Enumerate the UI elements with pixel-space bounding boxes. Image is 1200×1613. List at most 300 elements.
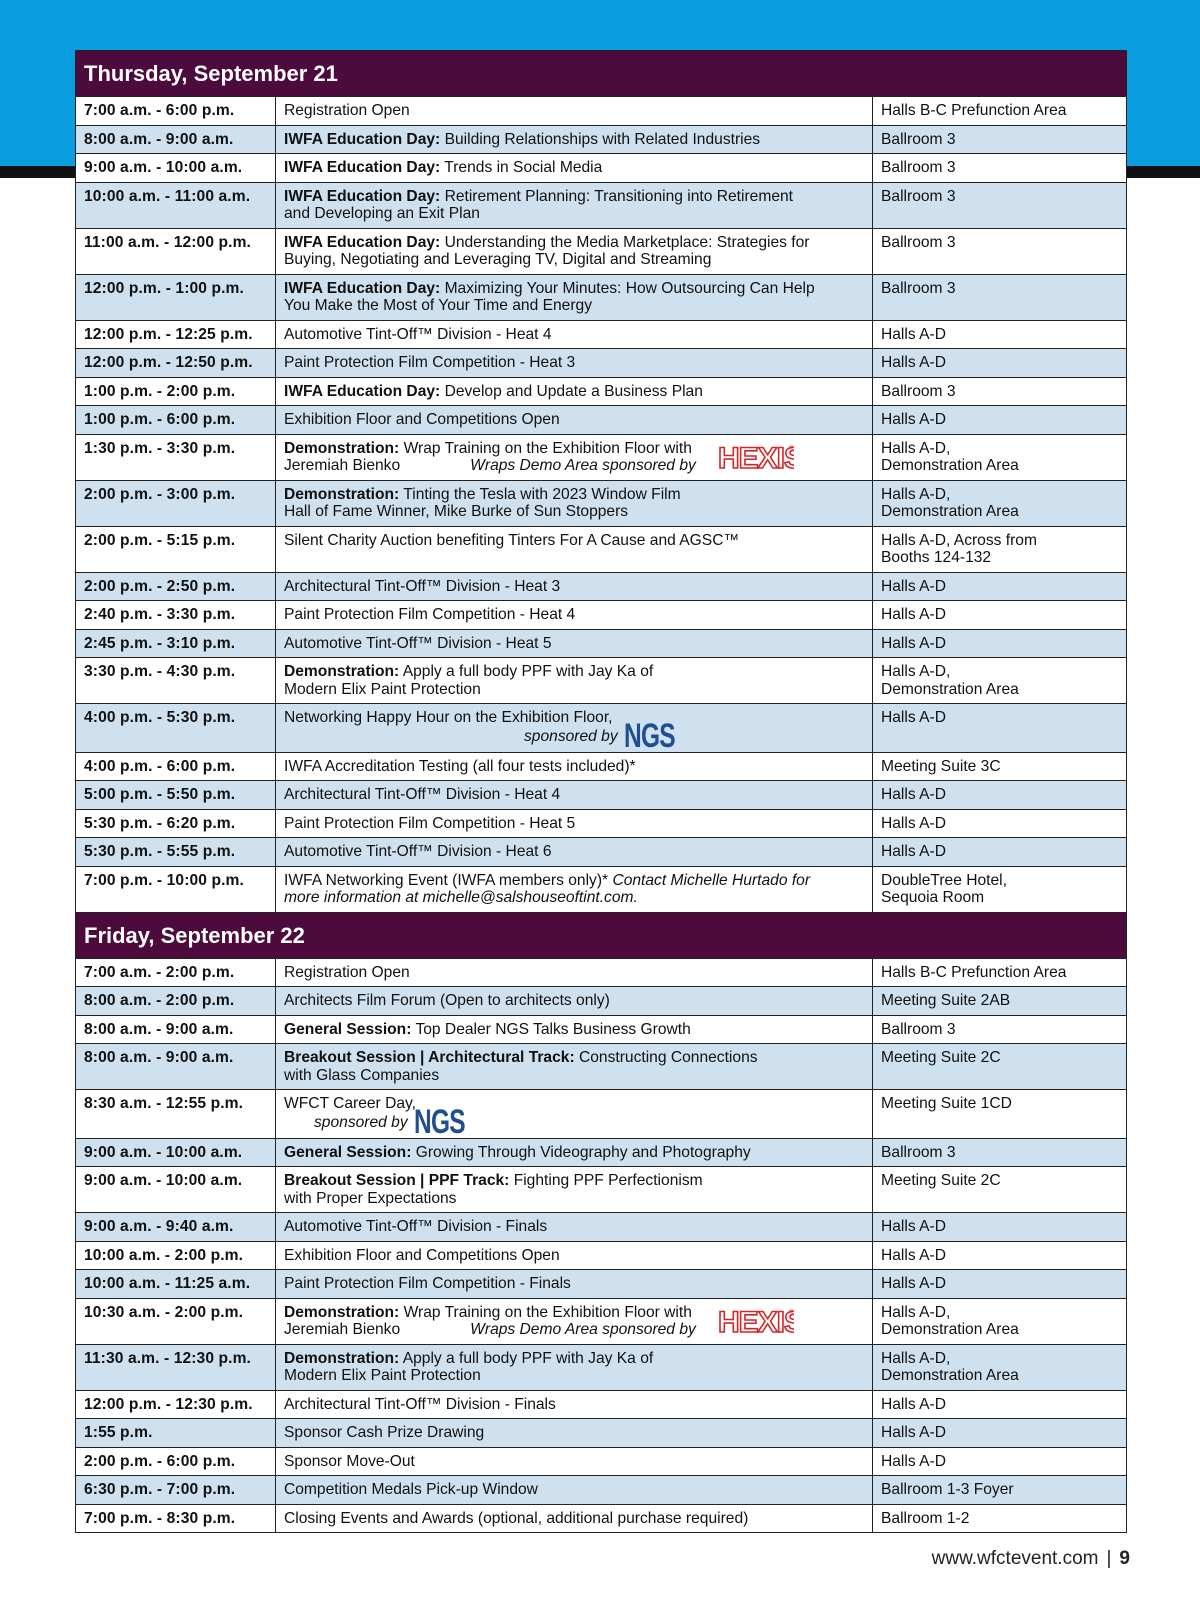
schedule-row <box>76 526 1127 572</box>
event-location <box>873 228 1127 274</box>
location-text: Halls A-D <box>881 606 946 623</box>
session-type-label: Demonstration: <box>284 439 400 457</box>
page-number: 9 <box>1119 1548 1130 1569</box>
svg-text:HEXIS: HEXI <box>718 441 785 473</box>
event-cell <box>276 1298 873 1344</box>
location-text: Halls A-D <box>881 1218 946 1235</box>
location-text: Halls A-D, <box>881 663 951 680</box>
event-description: Registration Open <box>284 102 410 119</box>
schedule-row <box>76 781 1127 810</box>
svg-text:®: ® <box>789 445 794 452</box>
event-time: 11:00 a.m. - 12:00 p.m. <box>76 228 276 274</box>
location-text: Halls A-D <box>881 325 946 343</box>
day-title: Friday, September 22 <box>76 912 1127 958</box>
event-cell <box>276 1015 873 1044</box>
event-cell <box>276 1476 873 1505</box>
event-time: 4:00 p.m. - 5:30 p.m. <box>76 704 276 753</box>
event-cell <box>276 866 873 912</box>
location-text: Halls A-D, <box>881 1349 951 1367</box>
session-type-label: IWFA Education Day: <box>284 130 441 148</box>
event-location <box>873 781 1127 810</box>
event-location <box>873 1419 1127 1448</box>
schedule-row <box>76 1344 1127 1390</box>
hexis-logo-icon <box>716 1305 794 1337</box>
location-text: Meeting Suite 2C <box>881 1172 1001 1189</box>
schedule-row <box>76 987 1127 1016</box>
svg-text:HEXIS: HEXI <box>718 1305 785 1337</box>
location-text: Halls A-D, Across from <box>881 531 1037 549</box>
event-location <box>873 601 1127 630</box>
location-text: Ballroom 3 <box>881 159 956 176</box>
location-text-line2: Demonstration Area <box>881 680 1019 698</box>
event-time: 12:00 p.m. - 12:30 p.m. <box>76 1390 276 1419</box>
event-time: 2:00 p.m. - 3:00 p.m. <box>76 480 276 526</box>
event-location <box>873 274 1127 320</box>
event-description-line2 <box>284 681 864 699</box>
event-location <box>873 1167 1127 1213</box>
schedule-row <box>76 1044 1127 1090</box>
event-cell <box>276 1044 873 1090</box>
schedule-row <box>76 1090 1127 1139</box>
schedule-row <box>76 1476 1127 1505</box>
event-time: 1:00 p.m. - 2:00 p.m. <box>76 377 276 406</box>
event-cell <box>276 526 873 572</box>
event-cell <box>276 704 873 753</box>
location-text: Halls A-D <box>881 786 946 803</box>
event-description: Fighting PPF Perfectionism <box>509 1172 703 1189</box>
schedule-row <box>76 97 1127 126</box>
location-text: Ballroom 3 <box>881 187 956 205</box>
location-text: Halls A-D <box>881 634 946 652</box>
event-time: 5:30 p.m. - 5:55 p.m. <box>76 838 276 867</box>
schedule-row <box>76 1015 1127 1044</box>
event-description: Sponsor Move-Out <box>284 1452 415 1470</box>
schedule-table <box>75 50 1127 1533</box>
location-text: Meeting Suite 2AB <box>881 992 1011 1009</box>
location-text-line2: Sequoia Room <box>881 889 985 906</box>
event-time: 3:30 p.m. - 4:30 p.m. <box>76 658 276 704</box>
location-text: Ballroom 1-3 Foyer <box>881 1481 1014 1498</box>
event-location <box>873 154 1127 183</box>
event-time: 9:00 a.m. - 10:00 a.m. <box>76 154 276 183</box>
event-description: WFCT Career Day, <box>284 1095 416 1112</box>
location-text: Halls A-D <box>881 814 946 832</box>
event-time: 6:30 p.m. - 7:00 p.m. <box>76 1476 276 1505</box>
session-type-label: IWFA Education Day: <box>284 382 441 400</box>
event-time: 1:00 p.m. - 6:00 p.m. <box>76 406 276 435</box>
location-text: Halls A-D <box>881 843 946 860</box>
event-location <box>873 572 1127 601</box>
event-location <box>873 377 1127 406</box>
location-text: Meeting Suite 3C <box>881 757 1001 775</box>
event-cell <box>276 752 873 781</box>
location-text-line2: Booths 124-132 <box>881 549 992 566</box>
event-description: Architectural Tint-Off™ Division - Finals <box>284 1395 556 1413</box>
location-text: Halls A-D, <box>881 439 951 457</box>
event-location <box>873 704 1127 753</box>
session-type-label: IWFA Education Day: <box>284 233 441 251</box>
event-description: Architectural Tint-Off™ Division - Heat 4 <box>284 786 561 803</box>
event-description-line2 <box>284 1367 864 1385</box>
event-location <box>873 526 1127 572</box>
location-text: Ballroom 3 <box>881 233 956 251</box>
schedule-row <box>76 704 1127 753</box>
event-description-cont: Modern Elix Paint Protection <box>284 1367 481 1384</box>
event-location <box>873 958 1127 987</box>
session-type-label: Breakout Session | Architectural Track: <box>284 1049 575 1066</box>
event-cell <box>276 838 873 867</box>
event-time: 9:00 a.m. - 10:00 a.m. <box>76 1138 276 1167</box>
location-text: Halls A-D <box>881 577 946 595</box>
event-cell <box>276 1138 873 1167</box>
schedule-row <box>76 228 1127 274</box>
location-text: Halls A-D <box>881 1395 946 1413</box>
session-type-label: IWFA Education Day: <box>284 187 441 205</box>
event-description: Wrap Training on the Exhibition Floor with <box>399 439 692 457</box>
schedule-row <box>76 1270 1127 1299</box>
schedule-row <box>76 349 1127 378</box>
location-text: Ballroom 3 <box>881 1020 956 1038</box>
event-description-line2 <box>284 297 864 315</box>
event-note: Contact Michelle Hurtado for <box>612 871 811 889</box>
session-type-label: IWFA Education Day: <box>284 279 441 297</box>
event-cell <box>276 658 873 704</box>
ngs-logo-icon: NGS <box>623 716 675 752</box>
svg-text:®: ® <box>789 1309 794 1316</box>
event-note-line2: more information at michelle@salshouseoftint.com. <box>284 889 638 906</box>
event-description-line2 <box>284 205 864 223</box>
schedule-row <box>76 1213 1127 1242</box>
schedule-row <box>76 866 1127 912</box>
schedule-row <box>76 320 1127 349</box>
event-time: 7:00 a.m. - 6:00 p.m. <box>76 97 276 126</box>
event-cell <box>276 1241 873 1270</box>
event-location <box>873 809 1127 838</box>
event-location <box>873 1090 1127 1139</box>
event-location <box>873 752 1127 781</box>
event-cell <box>276 349 873 378</box>
event-cell <box>276 572 873 601</box>
event-description: Automotive Tint-Off™ Division - Heat 6 <box>284 843 552 860</box>
event-location <box>873 349 1127 378</box>
event-location <box>873 1015 1127 1044</box>
event-description: Paint Protection Film Competition - Heat 3 <box>284 354 576 371</box>
day-header <box>76 912 1127 958</box>
event-description-cont: You Make the Most of Your Time and Energy <box>284 297 593 314</box>
event-description: Wrap Training on the Exhibition Floor with <box>399 1303 692 1321</box>
page-footer <box>932 1548 1130 1570</box>
event-description: Maximizing Your Minutes: How Outsourcing Can Help <box>440 279 815 297</box>
event-cell <box>276 1447 873 1476</box>
session-type-label: Breakout Session | PPF Track: <box>284 1172 510 1189</box>
footer-url[interactable]: www.wfctevent.com <box>931 1548 1099 1569</box>
event-description: Tinting the Tesla with 2023 Window Film <box>399 485 681 503</box>
event-time: 2:00 p.m. - 5:15 p.m. <box>76 526 276 572</box>
event-cell <box>276 809 873 838</box>
event-description-cont: Modern Elix Paint Protection <box>284 680 481 698</box>
location-text: Ballroom 3 <box>881 130 956 148</box>
event-description: Sponsor Cash Prize Drawing <box>284 1424 485 1441</box>
day-header <box>76 51 1127 97</box>
event-location <box>873 1504 1127 1533</box>
event-time: 8:00 a.m. - 2:00 p.m. <box>76 987 276 1016</box>
event-time: 9:00 a.m. - 10:00 a.m. <box>76 1167 276 1213</box>
event-description: Understanding the Media Marketplace: Strategies for <box>440 233 810 251</box>
location-text: Halls A-D, <box>881 1303 951 1321</box>
event-time: 10:00 a.m. - 11:00 a.m. <box>76 182 276 228</box>
event-description-cont: Jeremiah Bienko <box>284 1321 401 1338</box>
event-cell <box>276 1213 873 1242</box>
sponsor-text: sponsored by <box>524 727 618 745</box>
event-cell <box>276 1167 873 1213</box>
event-location <box>873 1138 1127 1167</box>
location-text: Ballroom 3 <box>881 279 956 297</box>
event-description: Growing Through Videography and Photography <box>411 1143 751 1161</box>
sponsor-text: sponsored by <box>314 1113 408 1131</box>
event-cell <box>276 406 873 435</box>
event-location <box>873 866 1127 912</box>
schedule-row <box>76 274 1127 320</box>
event-location <box>873 1344 1127 1390</box>
event-description: Retirement Planning: Transitioning into Retirement <box>440 187 794 205</box>
event-time: 11:30 a.m. - 12:30 p.m. <box>76 1344 276 1390</box>
event-description-line2 <box>284 1067 864 1085</box>
event-description-line2 <box>284 251 864 269</box>
schedule-row <box>76 1390 1127 1419</box>
event-cell <box>276 125 873 154</box>
event-description: Constructing Connections <box>574 1049 758 1066</box>
event-description: Architectural Tint-Off™ Division - Heat 3 <box>284 577 561 595</box>
event-cell <box>276 1090 873 1139</box>
location-text: Halls A-D, <box>881 485 951 503</box>
schedule-row <box>76 1419 1127 1448</box>
schedule-row <box>76 182 1127 228</box>
location-text: Ballroom 3 <box>881 1143 956 1161</box>
schedule-row <box>76 572 1127 601</box>
event-cell <box>276 182 873 228</box>
event-description: Paint Protection Film Competition - Finals <box>284 1275 571 1292</box>
event-description: IWFA Accreditation Testing (all four tests included)* <box>284 757 636 775</box>
session-type-label: General Session: <box>284 1143 412 1161</box>
event-cell <box>276 434 873 480</box>
event-description-cont: with Proper Expectations <box>284 1189 457 1207</box>
sponsor-text: Wraps Demo Area sponsored by <box>470 457 696 474</box>
schedule-row <box>76 406 1127 435</box>
event-location <box>873 1390 1127 1419</box>
hexis-logo-icon <box>716 441 794 473</box>
event-time: 8:00 a.m. - 9:00 a.m. <box>76 1015 276 1044</box>
footer-separator: | <box>1106 1548 1112 1569</box>
event-location <box>873 1241 1127 1270</box>
event-time: 5:30 p.m. - 6:20 p.m. <box>76 809 276 838</box>
session-type-label: Demonstration: <box>284 1349 400 1367</box>
event-time: 2:40 p.m. - 3:30 p.m. <box>76 601 276 630</box>
event-location <box>873 125 1127 154</box>
event-location <box>873 406 1127 435</box>
event-cell <box>276 480 873 526</box>
event-time: 8:30 a.m. - 12:55 p.m. <box>76 1090 276 1139</box>
event-time: 12:00 p.m. - 12:50 p.m. <box>76 349 276 378</box>
schedule-row <box>76 1504 1127 1533</box>
location-text: DoubleTree Hotel, <box>881 871 1007 889</box>
event-location <box>873 1270 1127 1299</box>
event-time: 10:00 a.m. - 11:25 a.m. <box>76 1270 276 1299</box>
event-cell <box>276 601 873 630</box>
event-cell <box>276 228 873 274</box>
event-time: 7:00 a.m. - 2:00 p.m. <box>76 958 276 987</box>
event-description: Trends in Social Media <box>440 159 603 176</box>
location-text: Meeting Suite 1CD <box>881 1095 1012 1112</box>
event-time: 9:00 a.m. - 9:40 a.m. <box>76 1213 276 1242</box>
event-location <box>873 1447 1127 1476</box>
schedule-row <box>76 377 1127 406</box>
event-description-cont: Hall of Fame Winner, Mike Burke of Sun Stoppers <box>284 503 629 520</box>
event-description-cont: Jeremiah Bienko <box>284 457 401 474</box>
event-description: Top Dealer NGS Talks Business Growth <box>411 1020 691 1038</box>
schedule-row <box>76 1167 1127 1213</box>
event-description: Networking Happy Hour on the Exhibition Floor, <box>284 709 613 726</box>
sponsor-text: Wraps Demo Area sponsored by <box>470 1321 696 1338</box>
event-cell <box>276 1390 873 1419</box>
event-cell <box>276 154 873 183</box>
event-description: IWFA Networking Event (IWFA members only)* <box>284 871 613 889</box>
event-description: Apply a full body PPF with Jay Ka of <box>399 1349 654 1367</box>
session-type-label: Demonstration: <box>284 1303 400 1321</box>
event-location <box>873 434 1127 480</box>
event-time: 4:00 p.m. - 6:00 p.m. <box>76 752 276 781</box>
event-cell <box>276 97 873 126</box>
event-time: 8:00 a.m. - 9:00 a.m. <box>76 125 276 154</box>
event-cell <box>276 958 873 987</box>
location-text: Halls A-D <box>881 1452 946 1470</box>
event-location <box>873 1298 1127 1344</box>
event-time: 8:00 a.m. - 9:00 a.m. <box>76 1044 276 1090</box>
event-time: 10:30 a.m. - 2:00 p.m. <box>76 1298 276 1344</box>
event-description-cont: with Glass Companies <box>284 1066 440 1084</box>
event-location <box>873 97 1127 126</box>
schedule-row <box>76 601 1127 630</box>
location-text: Halls A-D <box>881 411 946 428</box>
event-description: Paint Protection Film Competition - Heat 5 <box>284 814 576 832</box>
event-cell <box>276 320 873 349</box>
event-cell <box>276 987 873 1016</box>
event-cell <box>276 377 873 406</box>
event-time: 7:00 p.m. - 10:00 p.m. <box>76 866 276 912</box>
event-time: 2:45 p.m. - 3:10 p.m. <box>76 629 276 658</box>
event-location <box>873 182 1127 228</box>
event-time: 2:00 p.m. - 6:00 p.m. <box>76 1447 276 1476</box>
event-description: Automotive Tint-Off™ Division - Finals <box>284 1218 548 1235</box>
event-location <box>873 987 1127 1016</box>
event-description: Paint Protection Film Competition - Heat 4 <box>284 606 576 623</box>
event-time: 5:00 p.m. - 5:50 p.m. <box>76 781 276 810</box>
event-location <box>873 1044 1127 1090</box>
event-description-cont: Buying, Negotiating and Leveraging TV, Digital and Streaming <box>284 251 712 268</box>
event-description-line2 <box>284 1190 864 1208</box>
event-time: 12:00 p.m. - 1:00 p.m. <box>76 274 276 320</box>
event-description: Exhibition Floor and Competitions Open <box>284 411 560 428</box>
event-description: Apply a full body PPF with Jay Ka of <box>399 663 654 680</box>
ngs-logo-icon: NGS <box>413 1102 465 1138</box>
event-location <box>873 1213 1127 1242</box>
schedule-row <box>76 1241 1127 1270</box>
event-cell <box>276 1419 873 1448</box>
schedule-row <box>76 1298 1127 1344</box>
location-text: Ballroom 1-2 <box>881 1509 970 1527</box>
event-description: Architects Film Forum (Open to architects only) <box>284 992 610 1009</box>
session-type-label: Demonstration: <box>284 663 400 680</box>
event-description: Automotive Tint-Off™ Division - Heat 4 <box>284 325 552 343</box>
session-type-label: Demonstration: <box>284 485 400 503</box>
session-type-label: IWFA Education Day: <box>284 159 441 176</box>
schedule-row <box>76 658 1127 704</box>
event-location <box>873 320 1127 349</box>
event-cell <box>276 1504 873 1533</box>
event-location <box>873 838 1127 867</box>
location-text: Halls A-D <box>881 354 946 371</box>
schedule-row <box>76 480 1127 526</box>
event-location <box>873 480 1127 526</box>
event-location <box>873 658 1127 704</box>
event-description: Registration Open <box>284 963 410 981</box>
location-text: Ballroom 3 <box>881 382 956 400</box>
location-text-line2: Demonstration Area <box>881 1321 1019 1338</box>
location-text-line2: Demonstration Area <box>881 457 1019 474</box>
event-location <box>873 1476 1127 1505</box>
location-text: Halls A-D <box>881 709 946 726</box>
location-text-line2: Demonstration Area <box>881 1367 1019 1384</box>
event-description-cont: and Developing an Exit Plan <box>284 205 480 222</box>
location-text: Meeting Suite 2C <box>881 1049 1001 1066</box>
event-location <box>873 629 1127 658</box>
event-description: Exhibition Floor and Competitions Open <box>284 1246 560 1264</box>
event-time: 2:00 p.m. - 2:50 p.m. <box>76 572 276 601</box>
schedule-row <box>76 1447 1127 1476</box>
schedule-row <box>76 125 1127 154</box>
schedule-row <box>76 629 1127 658</box>
location-text: Halls B-C Prefunction Area <box>881 102 1067 119</box>
event-cell <box>276 629 873 658</box>
session-type-label: General Session: <box>284 1020 412 1038</box>
location-text: Halls B-C Prefunction Area <box>881 963 1067 981</box>
schedule-row <box>76 752 1127 781</box>
day-title: Thursday, September 21 <box>76 51 1127 97</box>
event-cell <box>276 781 873 810</box>
event-time: 10:00 a.m. - 2:00 p.m. <box>76 1241 276 1270</box>
event-description: Automotive Tint-Off™ Division - Heat 5 <box>284 634 552 652</box>
schedule-row <box>76 838 1127 867</box>
location-text: Halls A-D <box>881 1246 946 1264</box>
schedule-row <box>76 809 1127 838</box>
event-description: Building Relationships with Related Industries <box>440 130 761 148</box>
event-time: 12:00 p.m. - 12:25 p.m. <box>76 320 276 349</box>
schedule-row <box>76 1138 1127 1167</box>
event-time: 1:55 p.m. <box>76 1419 276 1448</box>
event-description: Competition Medals Pick-up Window <box>284 1481 538 1498</box>
location-text: Halls A-D <box>881 1424 946 1441</box>
schedule-row <box>76 154 1127 183</box>
location-text: Halls A-D <box>881 1275 946 1292</box>
event-description: Closing Events and Awards (optional, additional purchase required) <box>284 1509 749 1527</box>
location-text-line2: Demonstration Area <box>881 503 1019 520</box>
event-time: 1:30 p.m. - 3:30 p.m. <box>76 434 276 480</box>
event-description: Silent Charity Auction benefiting Tinters For A Cause and AGSC™ <box>284 531 740 549</box>
schedule-row <box>76 958 1127 987</box>
event-time: 7:00 p.m. - 8:30 p.m. <box>76 1504 276 1533</box>
event-cell <box>276 1270 873 1299</box>
event-cell <box>276 1344 873 1390</box>
event-description-line2 <box>284 503 864 521</box>
